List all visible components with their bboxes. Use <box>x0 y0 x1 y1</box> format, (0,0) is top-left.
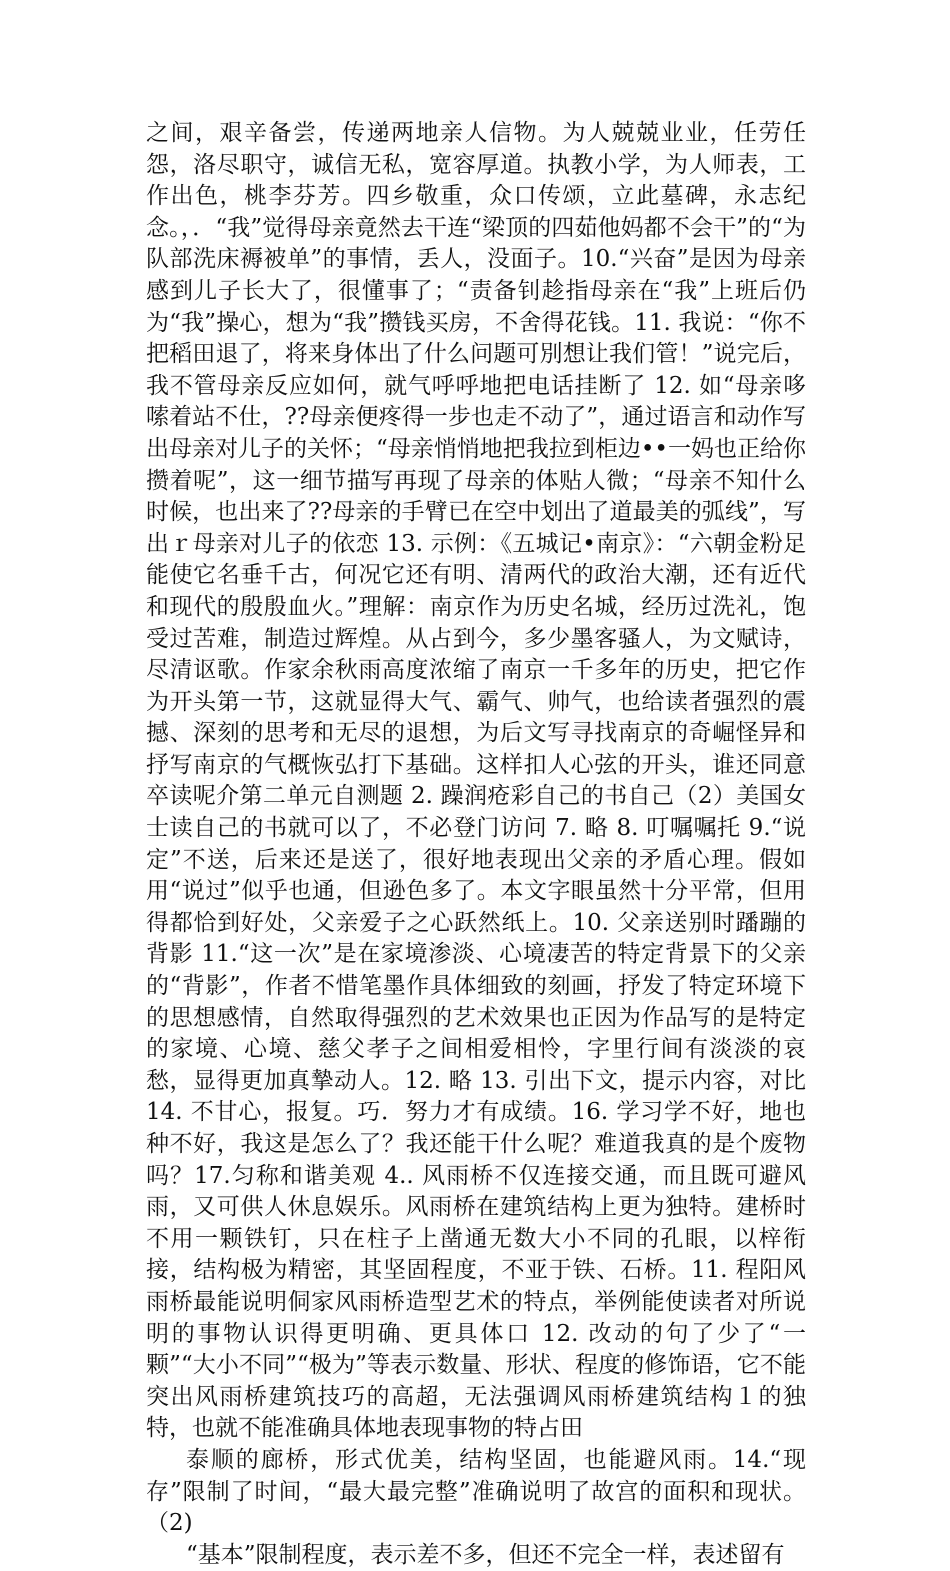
paragraph-1: 之间，艰辛备尝，传递两地亲人信物。为人兢兢业业，任劳任怨，洛尽职守，诚信无私，宽容厚道。执教小学，为人师表，工作出色，桃李芬芳。四乡敬重，众口传颂，立此墓碑，永志纪念。，．“我”觉得母亲竟然去干连“梁顶的四茹他妈都不会干”的“为队部洗床褥被单”的事情，丢人，没面子。10.“兴奋”是因为母亲感到儿子长大了，很懂事了；“责备钊趁指母亲在“我”上班后仍为“我”操心，想为“我”攒钱买房，不舍得花钱。11. 我说：“你不把稻田退了，将来身体出了什么问题可別想让我们管！”说完后，我不管母亲反应如何，就气呼呼地把电话挂断了 12. 如“母亲哆嗦着站不仕，??母亲便疼得一步也走不动了”，通过语言和动作写出母亲对儿子的关怀；“母亲悄悄地把我拉到柜边••一妈也正给你攒着呢”，这一细节描写再现了母亲的体贴人微；“母亲不知什么时候，也出来了??母亲的手臂已在空中划出了道最美的弧线”，写出ｒ母亲对儿子的依恋 13. 示例：《五城记•南京》：“六朝金粉足能使它名垂千古，何况它还有明、清两代的政治大潮，还有近代和现代的殷殷血火。”理解：南京作为历史名城，经历过洗礼，饱受过苦难，制造过辉煌。从占到今，多少墨客骚人，为文赋诗，尽清讴歌。作家余秋雨高度浓缩了南京一千多年的历史，把它作为开头第一节，这就显得大气、霸气、帅气，也给读者强烈的震撼、深刻的思考和无尽的退想，为后文写寻找南京的奇崛怪异和抒写南京的气概恢弘打下基础。这样扣人心弦的开头，谁还同意卒读呢介第二单元自测题 2. 躁润疮彩自己的书自己（2）美国女士读自己的书就可以了，不必登门访问 7. 略 8. 叮嘱嘱托 9.“说定”不送，后来还是送了，很好地表现出父亲的矛盾心理。假如用“说过”似乎也通，但逊色多了。本文字眼虽然十分平常，但用得都恰到好处，父亲爱子之心跃然纸上。10. 父亲送别时蹯蹦的背影 11.“这一次”是在家境渗淡、心境凄苦的特定背景下的父亲的“背影”，作者不惜笔墨作具体细致的刻画，抒发了特定环境下的思想感情，自然取得强烈的艺术效果也正因为作品写的是特定的家境、心境、慈父孝子之间相爱相怜，字里行间有淡淡的哀愁，显得更加真摯动人。12. 略 13. 引出下文，提示内容，对比 14. 不甘心，报复。巧．努力才有成绩。16. 学习学不好，地也种不好，我这是怎么了？我还能干什么呢？难道我真的是个废物吗？17.匀称和谐美观 4.. 风雨桥不仅连接交通，而且既可避风雨，又可供人休息娱乐。风雨桥在建筑结构上更为独特。建桥时不用一颗铁钉，只在柱子上凿通无数大小不同的孔眼，以梓衔接，结构极为精密，其坚固程度，不亚于铁、石桥。11. 程阳风雨桥最能说明侗家风雨桥造型艺术的特点，举例能使读者对所说明的事物认识得更明确、更具体口 12. 改动的句了少了“一颗”“大小不同”“极为”等表示数量、形状、程度的修饰语，它不能突出风雨桥建筑技巧的高超，无法强调风雨桥建筑结构１的独特，也就不能准确具体地表现事物的特占田 <box>146 120 806 1442</box>
document-body <box>146 118 806 1571</box>
paragraph-3: “基本”限制程度，表示差不多，但还不完全一样，表述留有 <box>186 1541 785 1568</box>
paragraph-2: 泰顺的廊桥，形式优美，结构坚固，也能避风雨。14.“现存”限制了时间，“最大最完整”准确说明了故宫的面积和现状。（2) <box>146 1446 806 1537</box>
